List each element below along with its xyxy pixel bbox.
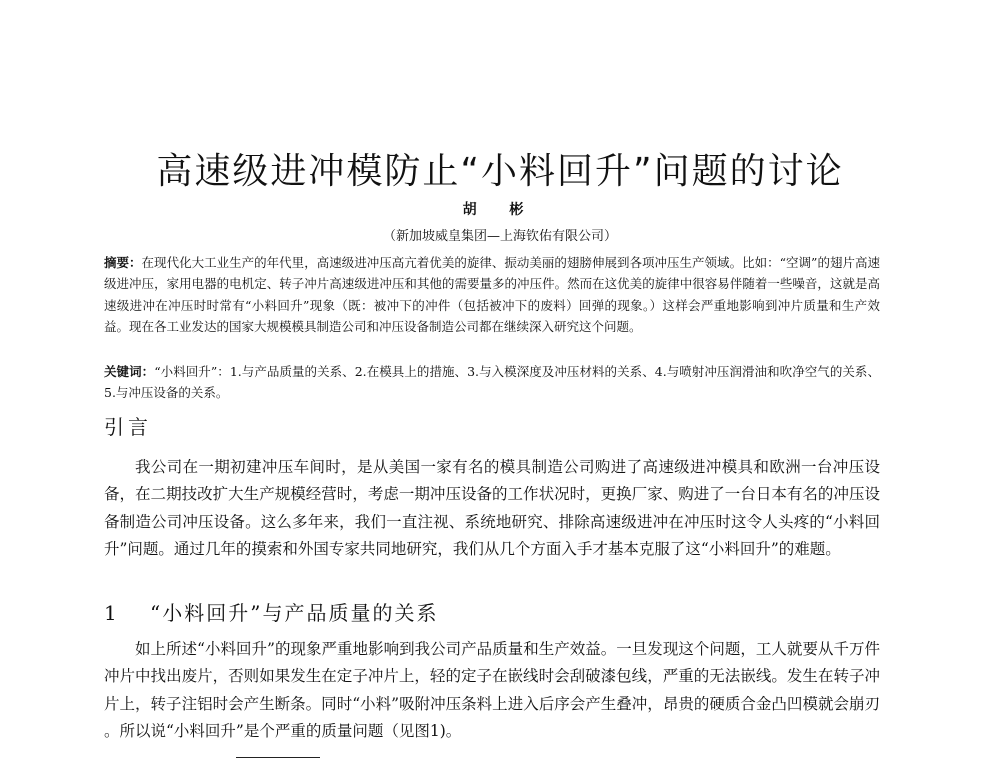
section-1-paragraph: 如上所述“小料回升”的现象严重地影响到我公司产品质量和生产效益。一旦发现这个问题，工人就要从千万件冲片中找出废片，否则如果发生在定子冲片上，轻的定子在嵌线时会刮破漆包线，严重的无法嵌线。发生在转子冲片上，转子注铝时会产生断条。同时“小料”吸附冲压条料上进入后序会产生叠冲，昂贵的硬质合金凸凹模就会崩刃 。所以说“小料回升”是个严重的质量问题（见图1)。	[104, 640, 880, 740]
section-1-title: “小料回升”与产品质量的关系	[150, 601, 439, 625]
section-1-number: 1	[104, 601, 119, 625]
paper-title: 高速级进冲模防止“小料回升”问题的讨论	[156, 151, 844, 192]
abstract-label: 摘要：	[104, 255, 142, 270]
keywords	[104, 361, 880, 404]
keywords-text: “小料回升”：1.与产品质量的关系、2.在模具上的措施、3.与入模深度及冲压材料的关系、4.与喷射冲压润滑油和吹净空气的关系、5.与冲压设备的关系。	[104, 364, 880, 401]
author-affiliation: （新加坡威皇集团—上海钦佑有限公司）	[382, 229, 617, 244]
abstract	[104, 252, 880, 338]
intro-paragraph: 我公司在一期初建冲压车间时，是从美国一家有名的模具制造公司购进了高速级进冲模具和欧洲一台冲压设备，在二期技改扩大生产规模经营时，考虑一期冲压设备的工作状况时，更换厂家、购进了一台日本有名的冲压设备制造公司冲压设备。这么多年来，我们一直注视、系统地研究、排除高速级进冲在冲压时这令人头疼的“小料回升”问题。通过几年的摸索和外国专家共同地研究，我们从几个方面入手才基本克服了这“小料回升”的难题。	[104, 458, 880, 558]
keywords-label: 关键词：	[104, 364, 155, 379]
abstract-text: 在现代化大工业生产的年代里，高速级进冲压高亢着优美的旋律、振动美丽的翅膀伸展到各项冲压生产领域。比如：“空调”的翅片高速级进冲压，家用电器的电机定、转子冲片高速级进冲压和其他的需要量多的冲压件。然而在这优美的旋律中很容易伴随着一些噪音，这就是高速级进冲在冲压时时常有“小料回升”现象（既：被冲下的冲件（包括被冲下的废料）回弹的现象。）这样会严重地影响到冲片质量和生产效益。现在各工业发达的国家大规模模具制造公司和冲压设备制造公司都在继续深入研究这个问题。	[104, 255, 880, 335]
author-name: 胡 彬	[462, 202, 538, 218]
figure-top-edge	[236, 757, 320, 761]
intro-heading: 引言	[104, 415, 152, 439]
section-1-heading	[104, 600, 438, 626]
